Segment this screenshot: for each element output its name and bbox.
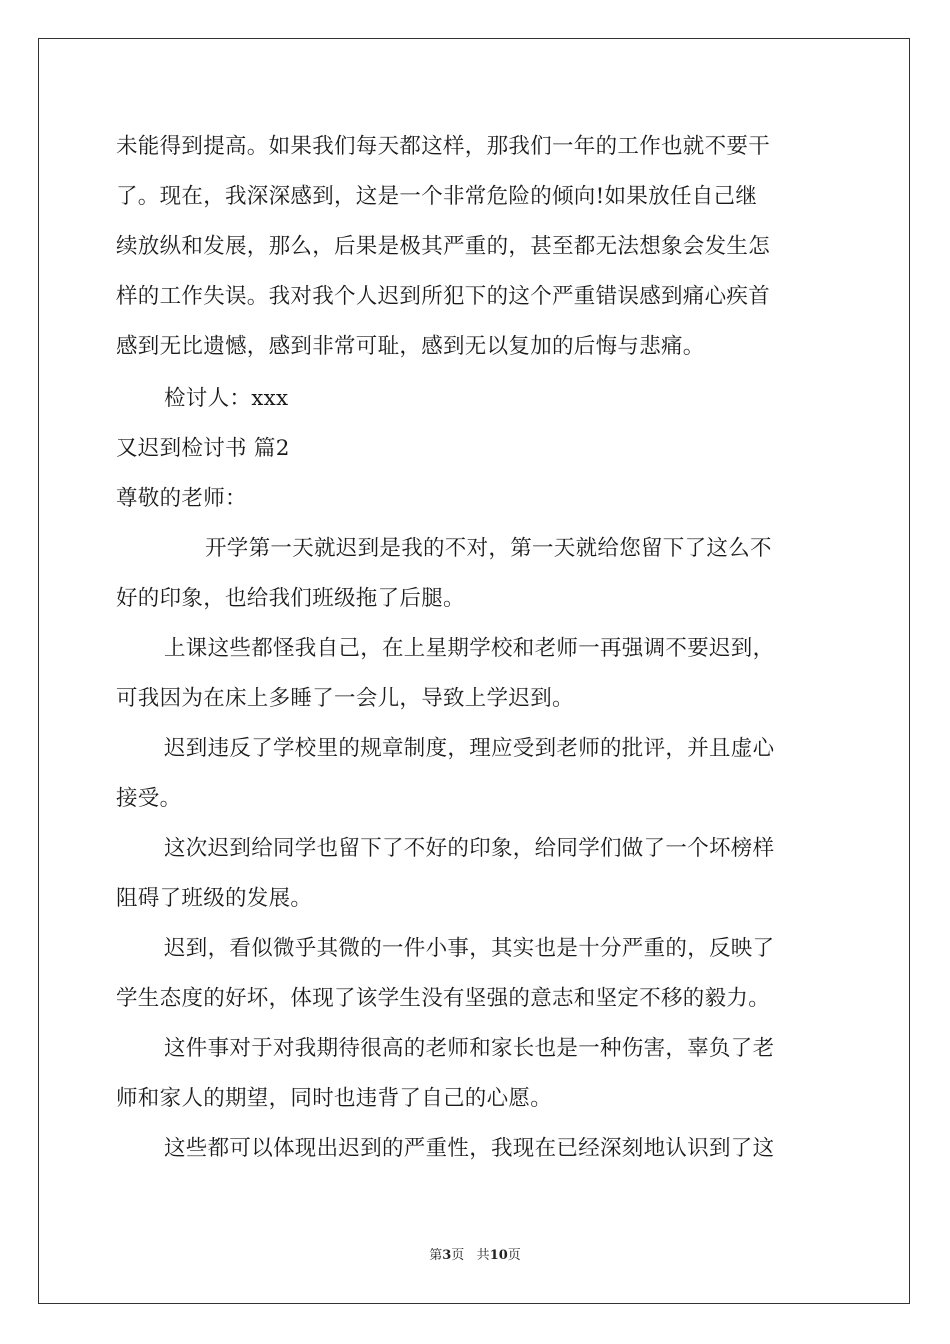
body-line: 这件事对于对我期待很高的老师和家长也是一种伤害，辜负了老	[164, 1036, 775, 1061]
page-footer	[0, 1244, 950, 1263]
body-line: 了。现在，我深深感到，这是一个非常危险的倾向!如果放任自己继	[116, 184, 758, 209]
footer-page-suffix: 页	[451, 1248, 465, 1263]
body-line: 迟到违反了学校里的规章制度，理应受到老师的批评，并且虚心	[164, 736, 775, 761]
body-line: 样的工作失误。我对我个人迟到所犯下的这个严重错误感到痛心疾首	[116, 284, 771, 309]
footer-total-suffix: 页	[507, 1248, 521, 1263]
body-line: 接受。	[116, 786, 182, 811]
body-line: 续放纵和发展，那么，后果是极其严重的，甚至都无法想象会发生怎	[116, 234, 771, 259]
body-line: 学生态度的好坏，体现了该学生没有坚强的意志和坚定不移的毅力。	[116, 986, 771, 1011]
body-line: 阻碍了班级的发展。	[116, 886, 313, 911]
body-line: 这次迟到给同学也留下了不好的印象，给同学们做了一个坏榜样	[164, 836, 775, 861]
body-line: 感到无比遗憾，感到非常可耻，感到无以复加的后悔与悲痛。	[116, 334, 705, 359]
body-line: 好的印象，也给我们班级拖了后腿。	[116, 586, 465, 611]
current-page-number: 3	[442, 1248, 452, 1263]
body-line: 师和家人的期望，同时也违背了自己的心愿。	[116, 1086, 553, 1111]
body-line: 迟到，看似微乎其微的一件小事，其实也是十分严重的，反映了	[164, 936, 775, 961]
body-line: 可我因为在床上多睡了一会儿，导致上学迟到。	[116, 686, 574, 711]
footer-prefix: 第	[429, 1248, 443, 1263]
section-title: 又迟到检讨书 篇2	[116, 436, 290, 461]
body-line: 上课这些都怪我自己，在上星期学校和老师一再强调不要迟到，	[164, 636, 775, 661]
body-line: 未能得到提高。如果我们每天都这样，那我们一年的工作也就不要干	[116, 134, 771, 159]
page-border	[38, 38, 910, 1304]
body-line: 开学第一天就迟到是我的不对，第一天就给您留下了这么不	[205, 536, 772, 561]
footer-total-prefix: 共	[476, 1248, 490, 1263]
body-line: 这些都可以体现出迟到的严重性，我现在已经深刻地认识到了这	[164, 1136, 775, 1161]
total-page-count: 10	[489, 1248, 508, 1263]
salutation: 尊敬的老师：	[116, 486, 247, 511]
signature-line: 检讨人：xxx	[164, 386, 289, 411]
